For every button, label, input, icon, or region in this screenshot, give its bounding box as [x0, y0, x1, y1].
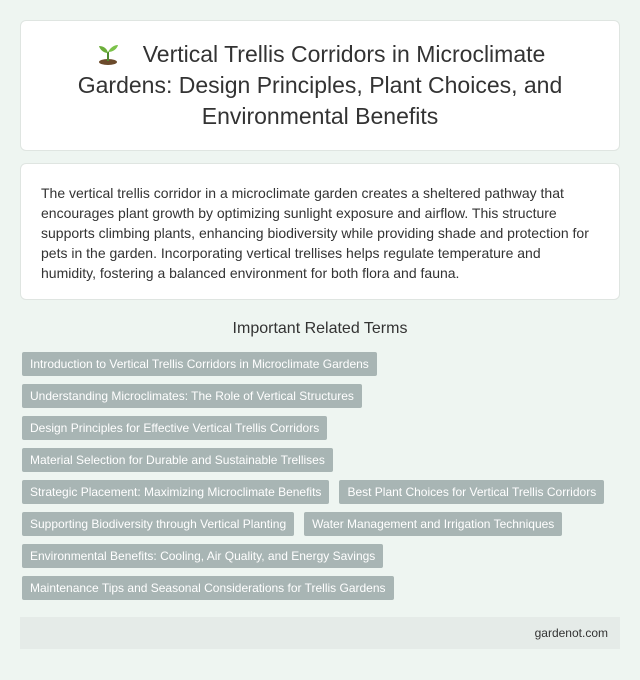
related-term-tag[interactable]: Maintenance Tips and Seasonal Considerations for Trellis Gardens: [22, 576, 394, 600]
page-title: [45, 39, 595, 132]
related-term-tag[interactable]: Best Plant Choices for Vertical Trellis Corridors: [339, 480, 604, 504]
related-term-tag[interactable]: Supporting Biodiversity through Vertical Planting: [22, 512, 294, 536]
related-term-tag[interactable]: Understanding Microclimates: The Role of Vertical Structures: [22, 384, 362, 408]
title-card: [20, 20, 620, 151]
related-terms-list: [22, 352, 622, 600]
description-text: The vertical trellis corridor in a microclimate garden creates a sheltered pathway that encourages plant growth by optimizing sunlight exposure and airflow. This structure supports climbing plants, enhancing biodiversity while providing shade and protection for pets in the garden. Incorporating vertical trellises helps regulate temperature and humidity, fostering a balanced environment for both flora and fauna.: [41, 185, 589, 281]
page-title-text: Vertical Trellis Corridors in Microclimate Gardens: Design Principles, Plant Choices, and Environmental Benefits: [77, 41, 563, 129]
description-card: [20, 163, 620, 300]
related-terms-heading: Important Related Terms: [232, 320, 408, 337]
sprout-icon: [95, 41, 121, 65]
footer: [20, 617, 620, 649]
related-term-tag[interactable]: Environmental Benefits: Cooling, Air Quality, and Energy Savings: [22, 544, 383, 568]
footer-site: gardenot.com: [534, 626, 608, 640]
related-term-tag[interactable]: Introduction to Vertical Trellis Corridors in Microclimate Gardens: [22, 352, 377, 376]
related-term-tag[interactable]: Material Selection for Durable and Sustainable Trellises: [22, 448, 333, 472]
related-term-tag[interactable]: Strategic Placement: Maximizing Microclimate Benefits: [22, 480, 329, 504]
related-term-tag[interactable]: Water Management and Irrigation Techniques: [304, 512, 562, 536]
related-term-tag[interactable]: Design Principles for Effective Vertical Trellis Corridors: [22, 416, 327, 440]
